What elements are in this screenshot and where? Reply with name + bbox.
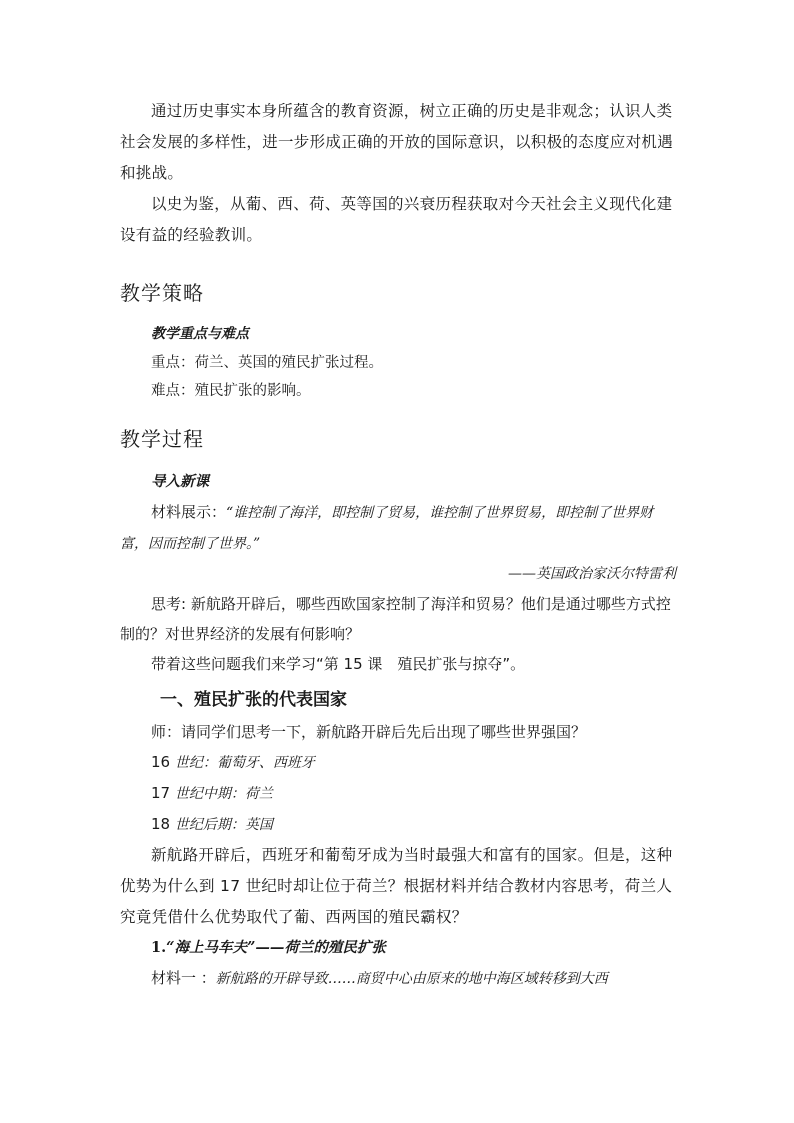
era-18-number: 18 bbox=[151, 815, 171, 833]
material-1-label: 材料一 ： bbox=[151, 969, 216, 987]
analysis-paragraph: 新航路开辟后，西班牙和葡萄牙成为当时最强大和富有的国家。但是，这种优势为什么到 17 世纪时却让位于荷兰？根据材料并结合教材内容思考，荷兰人究竟凭借什么优势取代了葡、西两国的殖民霸权？ bbox=[120, 846, 673, 926]
subsection-1-title: “海上马车夫”——荷兰的殖民扩张 bbox=[166, 939, 386, 956]
strategy-heading: 教学策略 bbox=[120, 281, 204, 305]
era-16th-century bbox=[120, 747, 676, 778]
era-18th-century bbox=[120, 809, 676, 840]
strategy-difficulty: 难点：殖民扩张的影响。 bbox=[151, 383, 311, 399]
material-quote: “谁控制了海洋，即控制了贸易，谁控制了世界贸易，即控制了世界财富，因而控制了世界。” bbox=[120, 505, 654, 552]
think-question: 思考: 新航路开辟后，哪些西欧国家控制了海洋和贸易？他们是通过哪些方式控制的？对世界经济的发展有何影响？ bbox=[120, 595, 671, 643]
era-17-text: 世纪中期：荷兰 bbox=[174, 786, 273, 802]
era-17-number: 17 bbox=[151, 784, 171, 802]
section-1-heading: 一、殖民扩张的代表国家 bbox=[160, 690, 347, 710]
teacher-question: 师：请同学们思考一下，新航路开辟后先后出现了哪些世界强国？ bbox=[151, 723, 587, 741]
quote-attribution: ——英国政治家沃尔特雷利 bbox=[508, 566, 676, 582]
intro-paragraph-2: 以史为鉴，从葡、西、荷、英等国的兴衰历程获取对今天社会主义现代化建设有益的经验教训。 bbox=[120, 195, 673, 244]
subsection-1-heading bbox=[120, 933, 676, 963]
strategy-focus: 重点：荷兰、英国的殖民扩张过程。 bbox=[151, 355, 383, 371]
intro-paragraph-1: 通过历史事实本身所蕴含的教育资源，树立正确的历史是非观念；认识人类社会发展的多样性，进一步形成正确的开放的国际意识，以积极的态度应对机遇和挑战。 bbox=[120, 102, 674, 182]
material-1-text: 新航路的开辟导致……商贸中心由原来的地中海区域转移到大西 bbox=[215, 971, 608, 987]
material-display bbox=[120, 497, 676, 559]
era-17th-century bbox=[120, 778, 676, 809]
era-16-number: 16 bbox=[151, 753, 171, 771]
document-body bbox=[120, 96, 676, 994]
process-heading: 教学过程 bbox=[120, 427, 204, 451]
era-16-text: 世纪：葡萄牙、西班牙 bbox=[174, 755, 315, 771]
subsection-1-number: 1. bbox=[151, 939, 167, 956]
strategy-subheading: 教学重点与难点 bbox=[151, 326, 249, 342]
material-1 bbox=[120, 963, 676, 994]
intro-lesson-heading: 导入新课 bbox=[151, 473, 209, 490]
lead-in-text: 带着这些问题我们来学习“第 15 课 殖民扩张与掠夺”。 bbox=[151, 655, 526, 673]
era-18-text: 世纪后期：英国 bbox=[174, 817, 273, 833]
material-label: 材料展示： bbox=[151, 503, 227, 521]
